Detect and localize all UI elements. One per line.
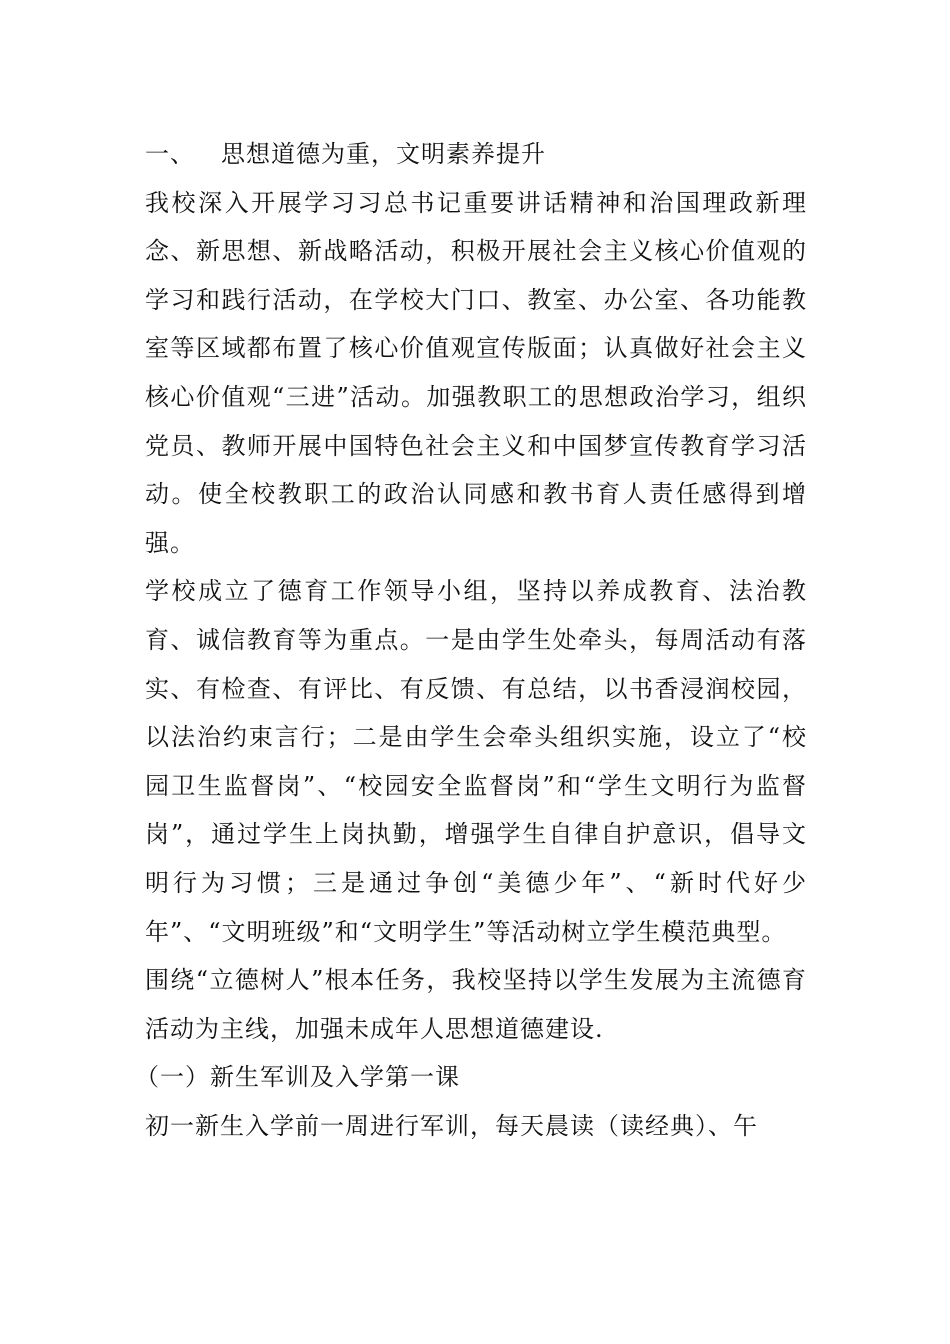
subsection-heading: （一）新生军训及入学第一课 [135, 1063, 460, 1092]
section-heading [145, 130, 807, 179]
section-number: 一、 [145, 140, 195, 168]
section-title: 思想道德为重，文明素养提升 [221, 140, 546, 168]
paragraph-moral-education-group: 学校成立了德育工作领导小组，坚持以养成教育、法治教育、诚信教育等为重点。一是由学生处牵头，每周活动有落实、有检查、有评比、有反馈、有总结，以书香浸润校园，以法治约束言行；二是由学生会牵头组织实施，设立了“校园卫生监督岗”、“校园安全监督岗”和“学生文明行为监督岗”，通过学生上岗执勤，增强学生自律自护意识，倡导文明行为习惯；三是通过争创“美德少年”、“新时代好少年”、“文明班级”和“文明学生”等活动树立学生模范典型。 [145, 577, 807, 946]
document-body [135, 130, 807, 1150]
paragraph-moral-task: 围绕“立德树人”根本任务，我校坚持以学生发展为主流德育活动为主线，加强未成年人思想道德建设. [145, 966, 807, 1043]
paragraph-core-values: 我校深入开展学习习总书记重要讲话精神和治国理政新理念、新思想、新战略活动，积极开展社会主义核心价值观的学习和践行活动，在学校大门口、教室、办公室、各功能教室等区域都布置了核心价值观宣传版面；认真做好社会主义核心价值观“三进”活动。加强教职工的思想政治学习，组织党员、教师开展中国特色社会主义和中国梦宣传教育学习活动。使全校教职工的政治认同感和教书育人责任感得到增强。 [145, 188, 807, 557]
paragraph-military-training: 初一新生入学前一周进行军训，每天晨读（读经典）、午 [145, 1111, 758, 1140]
